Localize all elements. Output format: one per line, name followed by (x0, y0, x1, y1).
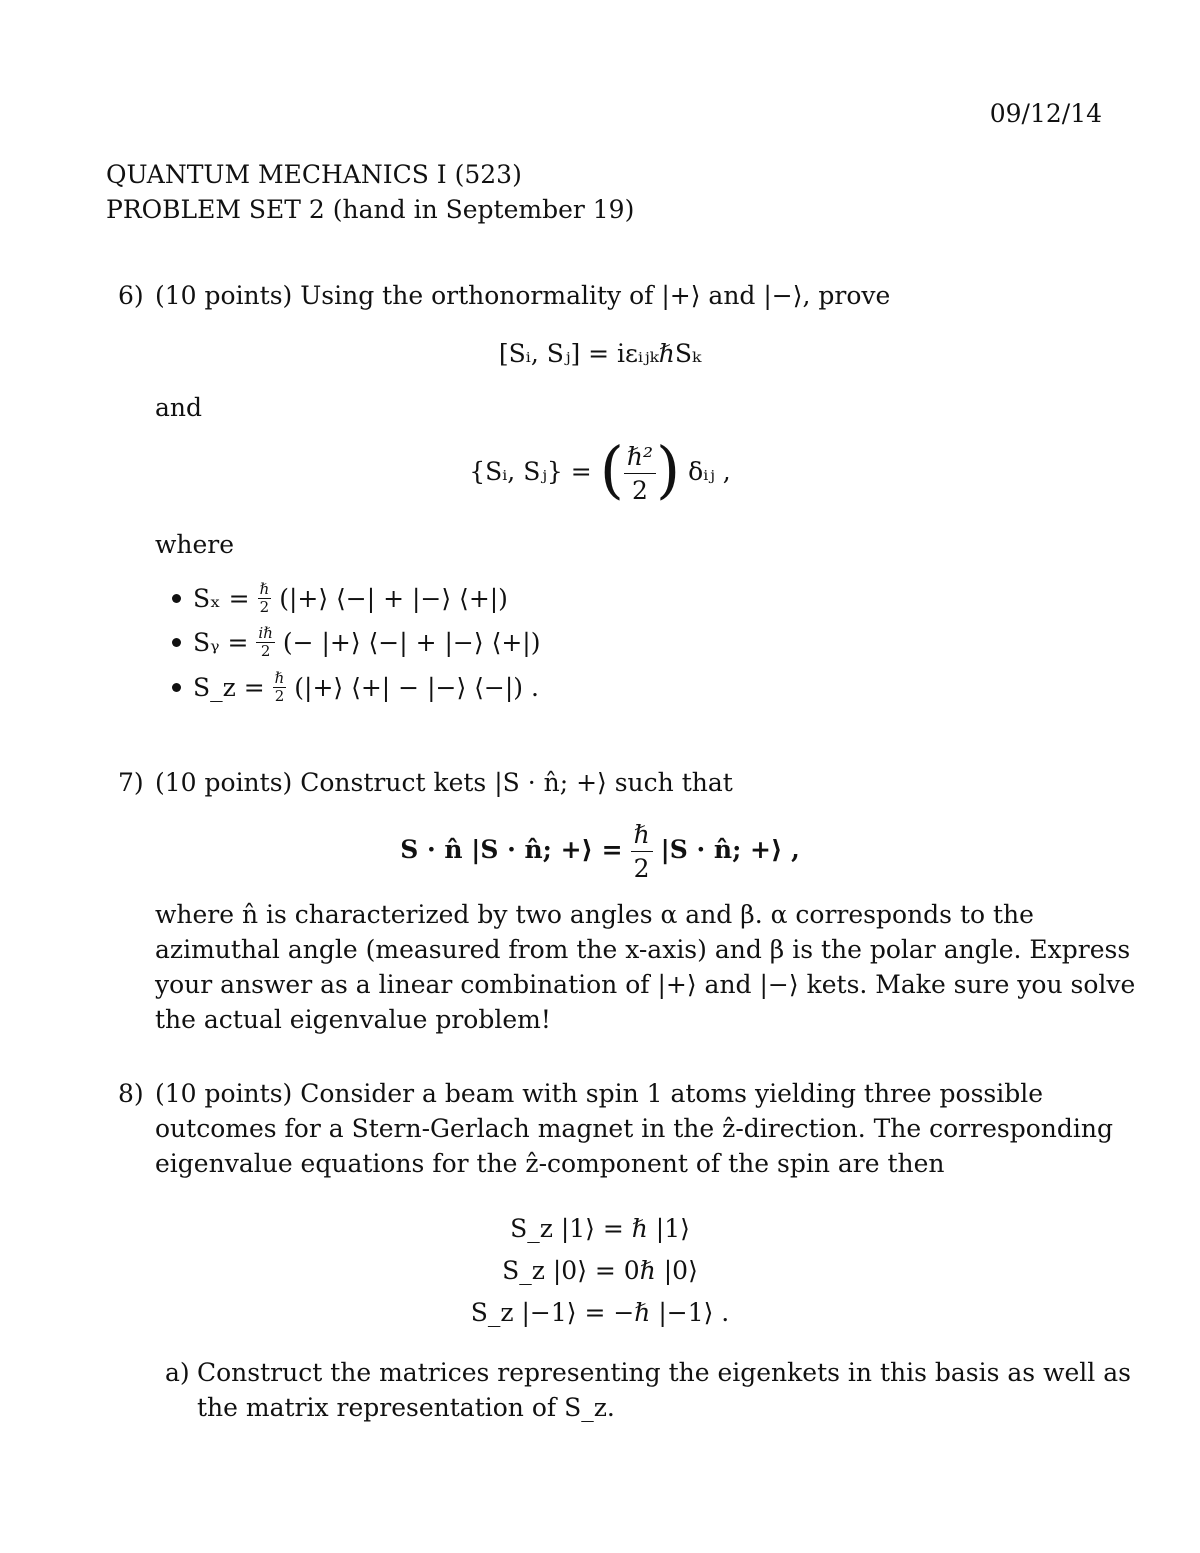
and-word: and (155, 393, 203, 422)
left-paren: ( (599, 432, 624, 506)
bullet-dot (172, 594, 181, 603)
fraction: $\frac{\text{ℏ}}{2}$ (259, 580, 270, 616)
eq7-rhs: |S · n̂; +⟩ , (660, 835, 800, 864)
bullet-sy: Sᵧ = $\frac{\text{iℏ}}{2}$ (− |+⟩ ⟨−| + |−⟩ ⟨+|) (172, 625, 540, 661)
frac-bar (624, 473, 656, 474)
frac-numerator: ℏ² (626, 441, 654, 471)
course-title: QUANTUM MECHANICS I (523) (106, 160, 522, 189)
right-paren: ) (656, 432, 681, 506)
problem-set-title: PROBLEM SET 2 (hand in September 19) (106, 195, 635, 224)
problem-7-intro: (10 points) Construct kets |S · n̂; +⟩ such that (155, 768, 733, 797)
problem-8-text: (10 points) Consider a beam with spin 1 atoms yielding three possible outcomes for a Stern-Gerlach magnet in the ẑ-direction. The corresponding eigenvalue equations for the ẑ-component of the spin are then (155, 1079, 1113, 1178)
problem-7-number: 7) (118, 768, 144, 797)
frac-denominator: 2 (632, 476, 648, 505)
equation-sz-1: S_z |1⟩ = ℏ |1⟩ (510, 1214, 690, 1243)
bullet-dot (172, 683, 181, 692)
part-a-text: Construct the matrices representing the eigenkets in this basis as well as the matrix representation of S_z. (197, 1358, 1131, 1422)
problem-6-number: 6) (118, 281, 144, 310)
anticommutator-rhs: δᵢⱼ , (688, 457, 731, 486)
problem-6-intro: (10 points) Using the orthonormality of |+⟩ and |−⟩, prove (155, 281, 891, 310)
eq7-lhs: S · n̂ |S · n̂; +⟩ = (400, 835, 623, 864)
hbar-over-2: $\frac{\text{ℏ}}{2}$ (631, 821, 653, 883)
equation-sz-0: S_z |0⟩ = 0ℏ |0⟩ (502, 1256, 698, 1285)
anticommutator-lhs: {Sᵢ, Sⱼ} = (469, 457, 592, 486)
anticommutator-equation (0, 434, 1200, 512)
part-a-label: a) (165, 1358, 190, 1387)
bullet-sx: Sₓ = $\frac{\text{ℏ}}{2}$ (|+⟩ ⟨−| + |−⟩ ⟨+|) (172, 581, 508, 617)
bullet-dot (172, 638, 181, 647)
date: 09/12/14 (989, 99, 1102, 128)
fraction: $\frac{\text{iℏ}}{2}$ (258, 624, 273, 660)
spin1-eigen-equations (0, 1208, 1200, 1334)
equation-sz-minus1: S_z |−1⟩ = −ℏ |−1⟩ . (470, 1298, 730, 1327)
eigenvalue-equation-7 (0, 818, 1200, 883)
problem-8-number: 8) (118, 1079, 144, 1108)
bullet-sz: S_z = $\frac{\text{ℏ}}{2}$ (|+⟩ ⟨+| − |−⟩ ⟨−|) . (172, 670, 539, 706)
problem-7-text: where n̂ is characterized by two angles α and β. α corresponds to the azimuthal angle (measured from the x-axis) and β is the polar angle. Express your answer as a linear combination of |+⟩ and |−⟩ kets. Make sure you solve the actual eigenvalue problem! (155, 900, 1136, 1034)
fraction: $\frac{\text{ℏ}}{2}$ (274, 669, 285, 705)
where-word: where (155, 530, 235, 559)
hbar-squared-over-2 (624, 443, 656, 505)
commutator-equation: [Sᵢ, Sⱼ] = iεᵢⱼₖℏSₖ (498, 339, 702, 368)
